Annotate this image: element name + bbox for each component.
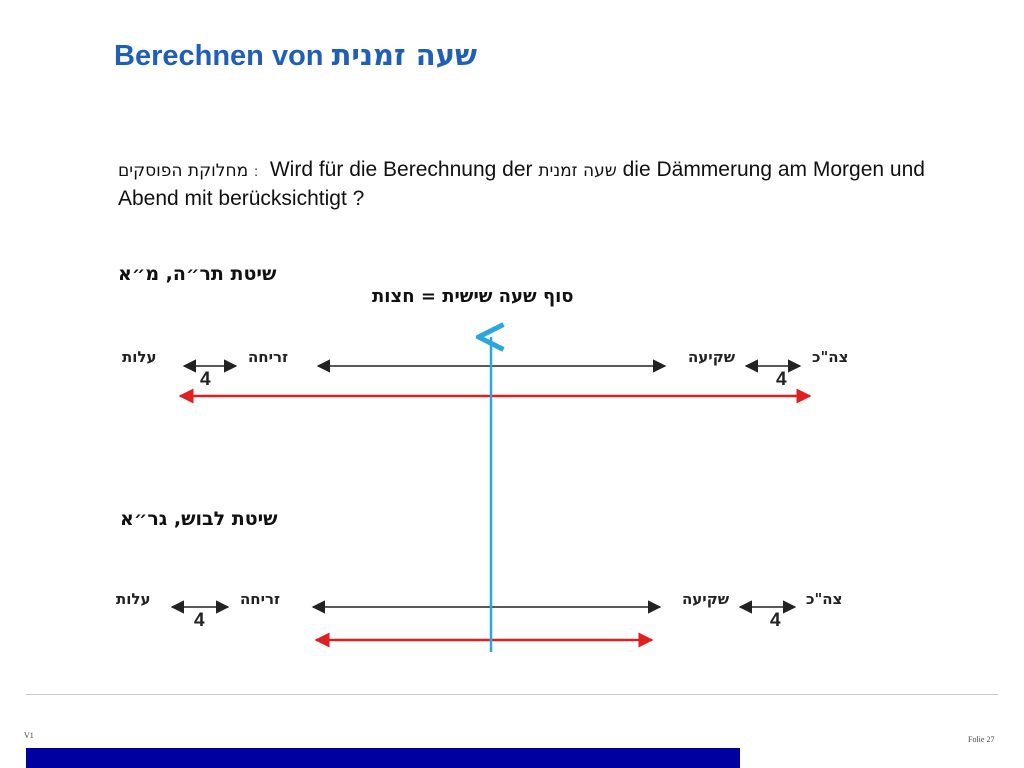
m2-left-interval: 4 bbox=[194, 610, 205, 631]
title-german: Berechnen von bbox=[114, 40, 324, 72]
m1-tzeit-label: צה"כ bbox=[812, 348, 849, 366]
m1-alot-label: עלות bbox=[122, 348, 157, 366]
method1-title: שיטת תר״ה, מ״א bbox=[118, 263, 277, 285]
method2-title: שיטת לבוש, גר״א bbox=[120, 508, 278, 530]
question-part2: die Dämmerung am Morgen und Abend mit berücksichtigt ? bbox=[118, 158, 925, 210]
title-hebrew: שעה זמנית bbox=[331, 38, 477, 72]
m1-left-interval: 4 bbox=[200, 369, 211, 390]
question-colon: : bbox=[254, 163, 259, 179]
m1-right-interval: 4 bbox=[776, 369, 787, 390]
m1-shkia-label: שקיעה bbox=[688, 348, 736, 366]
question-hebrew-prefix: מחלוקת הפוסקים bbox=[118, 161, 249, 181]
m2-shkia-label: שקיעה bbox=[682, 590, 730, 608]
m2-zricha-label: זריחה bbox=[240, 590, 281, 608]
question-hebrew-mid: שעה זמנית bbox=[538, 161, 617, 181]
footer-bar bbox=[26, 748, 740, 768]
chatzot-label: סוף שעה שישית = חצות bbox=[372, 286, 574, 307]
m1-zricha-label: זריחה bbox=[248, 348, 289, 366]
footer-divider bbox=[26, 694, 998, 695]
slide-number: Folie 27 bbox=[968, 735, 995, 744]
m2-alot-label: עלות bbox=[116, 590, 151, 608]
question-part1: Wird für die Berechnung der bbox=[269, 158, 533, 181]
m2-tzeit-label: צה"כ bbox=[806, 590, 843, 608]
version-label: V1 bbox=[24, 731, 34, 740]
m2-right-interval: 4 bbox=[770, 610, 781, 631]
